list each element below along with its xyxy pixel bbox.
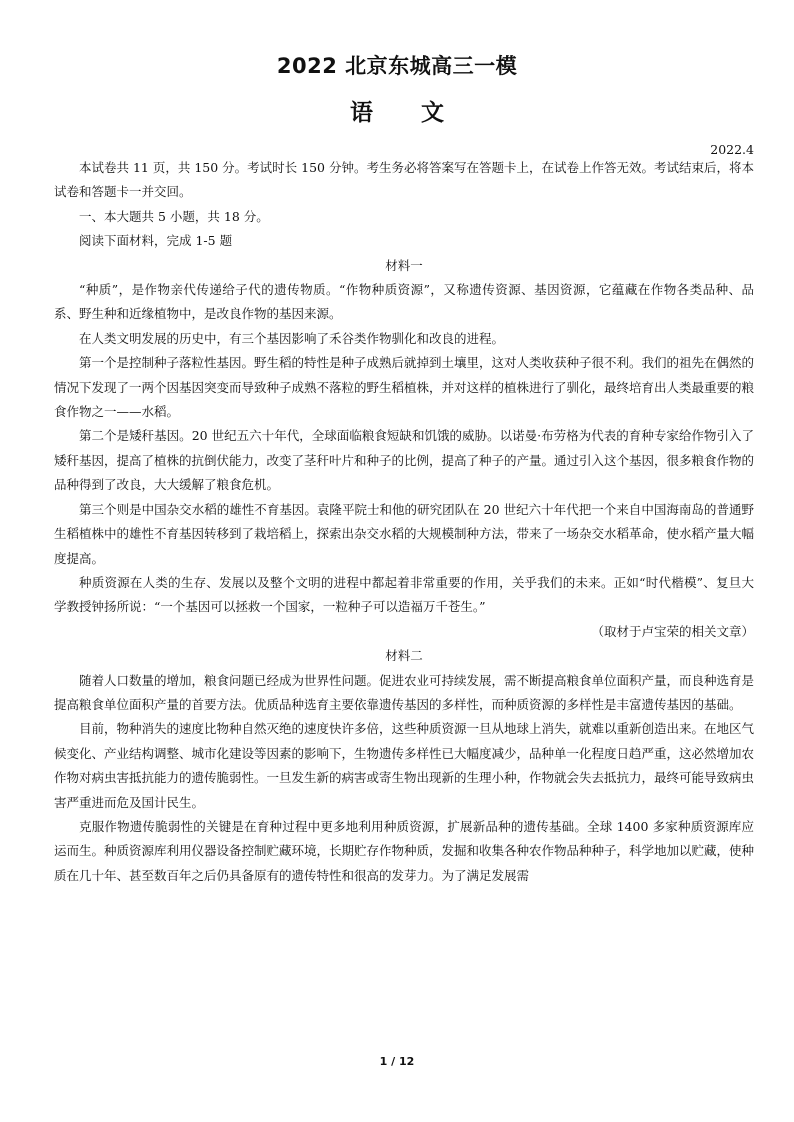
- reading-instruction: 阅读下面材料，完成 1-5 题: [79, 233, 233, 249]
- exam-title: 2022 北京东城高三一模: [276, 54, 518, 78]
- material-two-paragraph: 目前，物种消失的速度比物种自然灭绝的速度快许多倍，这些种质资源一旦从地球上消失，就难以重新创造出来。在地区气候变化、产业结构调整、城市化建设等因素的影响下，生物遗传多样性已大幅度减少，品种单一化程度日趋严重，这必然增加农作物对病虫害抵抗能力的遗传脆弱性。一旦发生新的病害或寄生物出现新的生理小种，作物就会失去抵抗力，最终可能导致病虫害严重进而危及国计民生。: [54, 721, 755, 810]
- page-number: 1 / 12: [379, 1055, 415, 1068]
- exam-date: 2022.4: [710, 142, 754, 157]
- material-two-paragraph: 克服作物遗传脆弱性的关键是在育种过程中更多地利用种质资源，扩展新品种的遗传基础。全球 1400 多家种质资源库应运而生。种质资源库利用仪器设备控制贮藏环境，长期贮存作物种质，发掘和收集各种农作物品种种子，科学地加以贮藏，使种质在几十年、甚至数百年之后仍具备原有的遗传特性和很高的发芽力。为了满足发展需: [54, 818, 755, 883]
- instructions-paragraph: 本试卷共 11 页，共 150 分。考试时长 150 分钟。考生务必将答案写在答题卡上，在试卷上作答无效。考试结束后，将本试卷和答题卡一并交回。: [54, 160, 754, 200]
- body-text: [54, 156, 754, 888]
- subject-title: 语文: [350, 100, 492, 126]
- material-one-paragraph: 第二个是矮秆基因。20 世纪五六十年代，全球面临粮食短缺和饥饿的威胁。以诺曼·布劳格为代表的育种专家给作物引入了矮秆基因，提高了植株的抗倒伏能力，改变了茎秆叶片和种子的比例，提高了种子的产量。通过引入这个基因，很多粮食作物的品种得到了改良，大大缓解了粮食危机。: [54, 428, 755, 493]
- material-one-paragraph: 在人类文明发展的历史中，有三个基因影响了禾谷类作物驯化和改良的进程。: [79, 330, 505, 346]
- material-two-heading: 材料二: [385, 648, 423, 664]
- material-one-heading: 材料一: [385, 257, 423, 273]
- section-heading: 一、本大题共 5 小题，共 18 分。: [79, 208, 269, 224]
- material-one-paragraph: 第三个则是中国杂交水稻的雄性不育基因。袁隆平院士和他的研究团队在 20 世纪六十年代把一个来自中国海南岛的普通野生稻植株中的雄性不育基因转移到了栽培稻上，探索出杂交水稻的大规模制种方法，带来了一场杂交水稻革命，使水稻产量大幅度提高。: [54, 501, 755, 566]
- material-one-paragraph: 种质资源在人类的生存、发展以及整个文明的进程中都起着非常重要的作用，关乎我们的未来。正如“时代楷模”、复旦大学教授钟扬所说：“一个基因可以拯救一个国家，一粒种子可以造福万千苍生。”: [54, 574, 754, 615]
- material-two-paragraph: 随着人口数量的增加，粮食问题已经成为世界性问题。促进农业可持续发展，需不断提高粮食单位面积产量，而良种选育是提高粮食单位面积产量的首要方法。优质品种选育主要依靠遗传基因的多样性，而种质资源的多样性是丰富遗传基因的基础。: [54, 672, 755, 712]
- material-one-source: （取材于卢宝荣的相关文章）: [591, 623, 754, 639]
- material-one-paragraph: 第一个是控制种子落粒性基因。野生稻的特性是种子成熟后就掉到土壤里，这对人类收获种子很不利。我们的祖先在偶然的情况下发现了一两个因基因突变而导致种子成熟不落粒的野生稻植株，并对这样的植株进行了驯化，最终培育出人类最重要的粮食作物之一——水稻。: [54, 355, 755, 420]
- material-one-paragraph: “种质”，是作物亲代传递给子代的遗传物质。“作物种质资源”，又称遗传资源、基因资源，它蕴藏在作物各类品种、品系、野生种和近缘植物中，是改良作物的基因来源。: [54, 282, 754, 322]
